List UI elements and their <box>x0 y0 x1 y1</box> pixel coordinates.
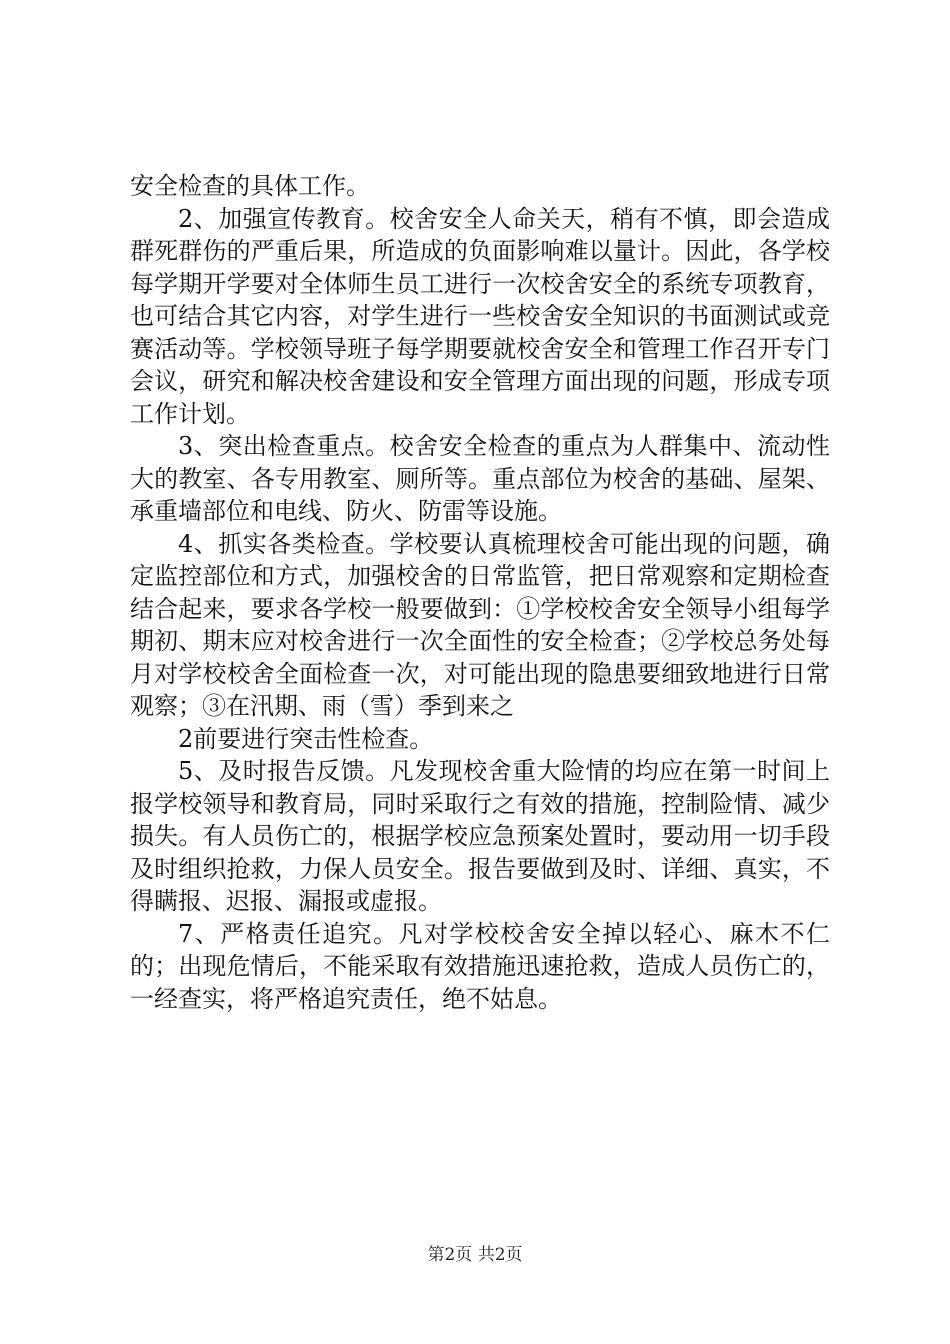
paragraph-surprise-inspection: 2前要进行突击性检查。 <box>178 724 434 753</box>
paragraph-accountability: 7、严格责任追究。凡对学校校舍安全掉以轻心、麻木不仁的；出现危情后，不能采取有效措施迅速抢救，造成人员伤亡的，一经查实，将严格追究责任，绝不姑息。 <box>130 919 830 1013</box>
page-footer: 第2页 共2页 <box>427 1245 523 1265</box>
paragraph-continuation: 安全检查的具体工作。 <box>130 172 370 200</box>
paragraph-inspection-focus: 3、突出检查重点。校舍安全检查的重点为人群集中、流动性大的教室、各专用教室、厕所等。重点部位为校舍的基础、屋架、承重墙部位和电线、防火、防雷等设施。 <box>130 432 830 525</box>
document-body <box>130 170 830 1015</box>
paragraph-publicity-education: 2、加强宣传教育。校舍安全人命关天，稍有不慎，即会造成群死群伤的严重后果，所造成的负面影响难以量计。因此，各学校每学期开学要对全体师生员工进行一次校舍安全的系统专项教育，也可结合其它内容，对学生进行一些校舍安全知识的书面测试或竞赛活动等。学校领导班子每学期要就校舍安全和管理工作召开专门会议，研究和解决校舍建设和安全管理方面出现的问题，形成专项工作计划。 <box>130 204 830 428</box>
paragraph-timely-reporting: 5、及时报告反馈。凡发现校舍重大险情的均应在第一时间上报学校领导和教育局，同时采取行之有效的措施，控制险情、减少损失。有人员伤亡的，根据学校应急预案处置时，要动用一切手段及时组织抢救，力保人员安全。报告要做到及时、详细、真实，不得瞒报、迟报、漏报或虚报。 <box>130 757 830 915</box>
paragraph-inspection-types: 4、抓实各类检查。学校要认真梳理校舍可能出现的问题，确定监控部位和方式，加强校舍的日常监管，把日常观察和定期检查结合起来，要求各学校一般要做到：①学校校舍安全领导小组每学期初、期末应对校舍进行一次全面性的安全检查；②学校总务处每月对学校校舍全面检查一次，对可能出现的隐患要细致地进行日常观察；③在汛期、雨（雪）季到来之 <box>130 529 830 720</box>
